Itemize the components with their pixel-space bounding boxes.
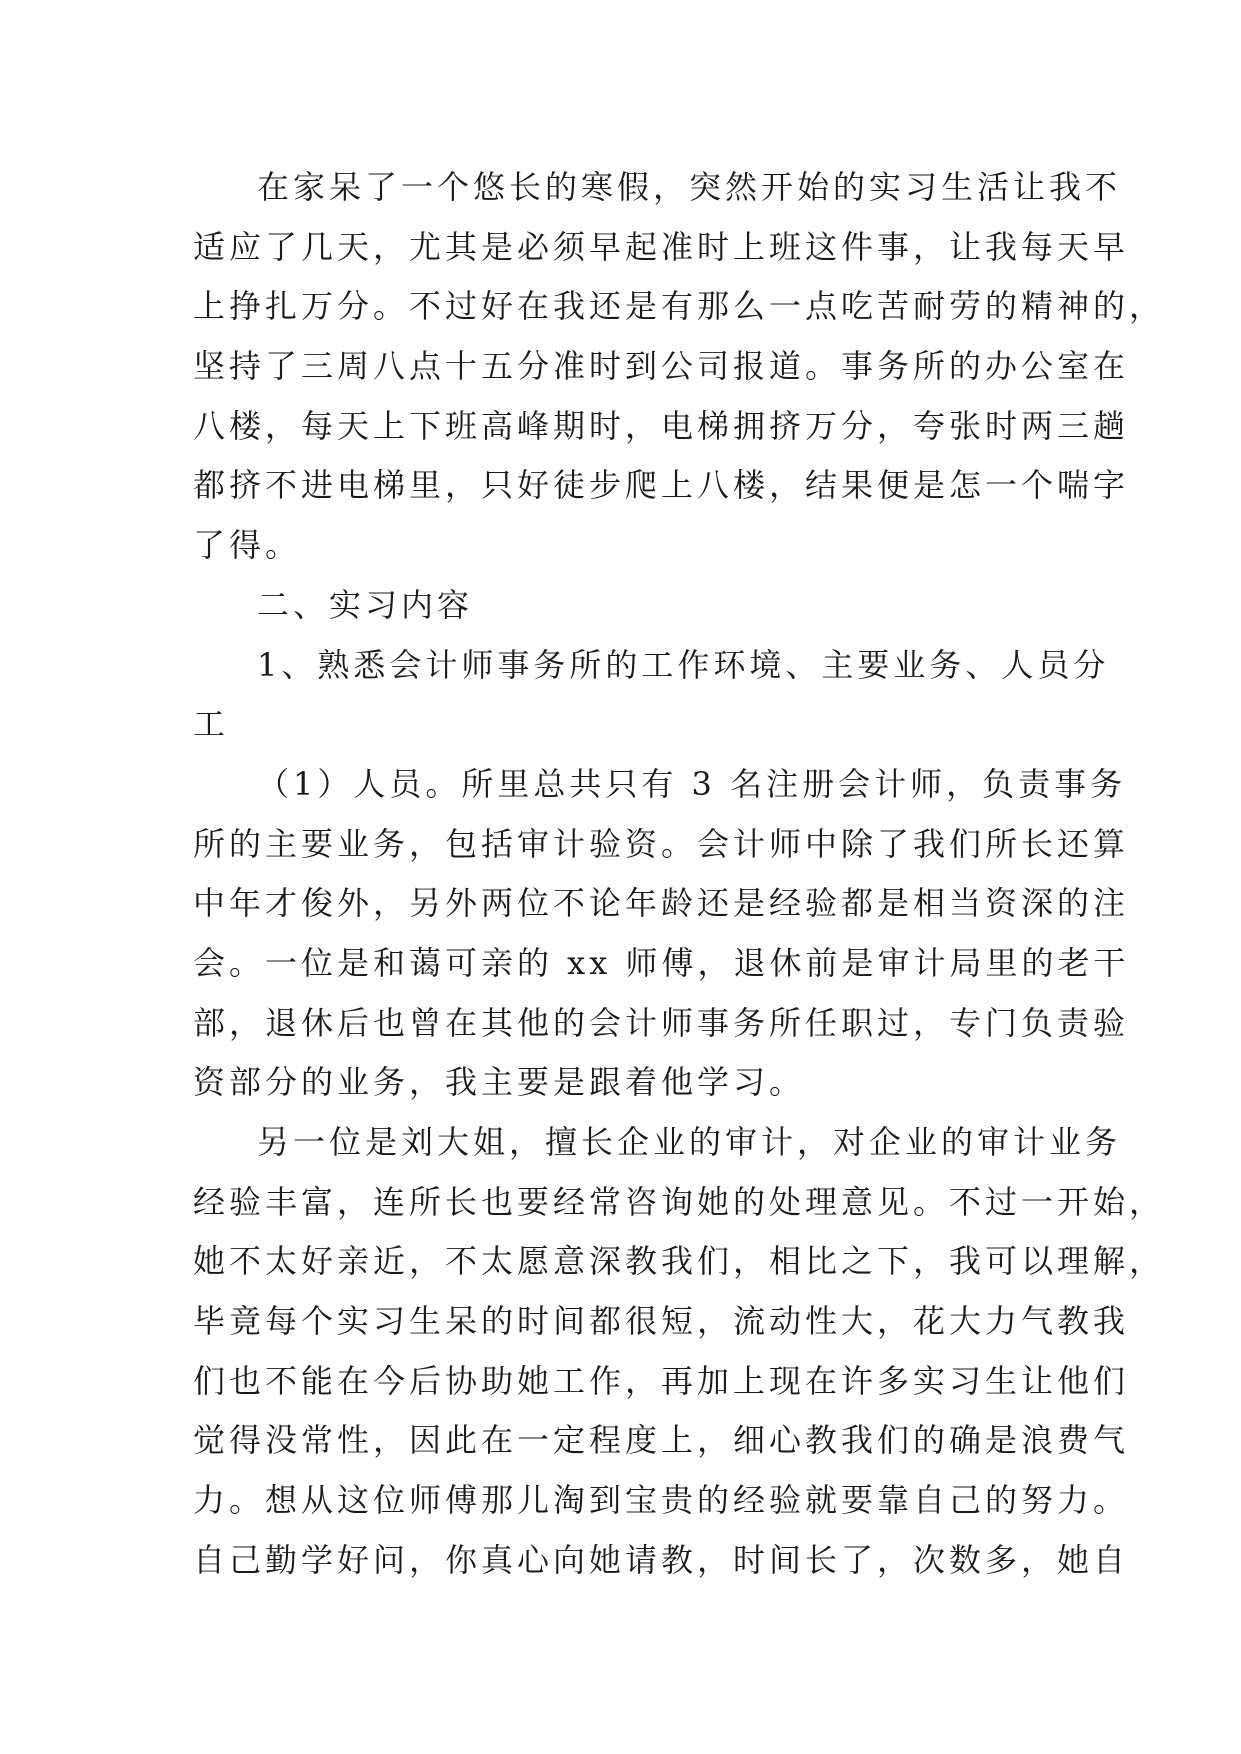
paragraph-line: 在家呆了一个悠长的寒假，突然开始的实习生活让我不 — [257, 168, 1122, 206]
document-body — [193, 158, 1166, 1591]
paragraph-line: 坚持了三周八点十五分准时到公司报道。事务所的办公室在 — [193, 347, 1130, 386]
paragraph-line: 八楼，每天上下班高峰期时，电梯拥挤万分，夸张时两三趟 — [193, 406, 1130, 445]
paragraph-line: 觉得没常性，因此在一定程度上，细心教我们的确是浪费气 — [193, 1421, 1130, 1460]
paragraph-line: 适应了几天，尤其是必须早起准时上班这件事，让我每天早 — [193, 227, 1130, 266]
paragraph-line: 经验丰富，连所长也要经常咨询她的处理意见。不过一开始， — [193, 1182, 1166, 1221]
subsection-heading: 1、熟悉会计师事务所的工作环境、主要业务、人员分 — [257, 645, 1110, 684]
paragraph-line: 们也不能在今后协助她工作，再加上现在许多实习生让他们 — [193, 1361, 1130, 1400]
paragraph-line: 部，退休后也曾在其他的会计师事务所任职过，专门负责验 — [193, 1003, 1130, 1042]
paragraph-line: 中年才俊外，另外两位不论年龄还是经验都是相当资深的注 — [193, 884, 1130, 923]
paragraph-line: 都挤不进电梯里，只好徒步爬上八楼，结果便是怎一个喘字 — [193, 466, 1130, 505]
paragraph-line: 资部分的业务，我主要是跟着他学习。 — [193, 1063, 806, 1102]
paragraph-line: 她不太好亲近，不太愿意深教我们，相比之下，我可以理解， — [193, 1242, 1166, 1281]
paragraph-line: 上挣扎万分。不过好在我还是有那么一点吃苦耐劳的精神的， — [193, 287, 1166, 326]
paragraph-line: 毕竟每个实习生呆的时间都很短，流动性大，花大力气教我 — [193, 1302, 1130, 1341]
paragraph-line: 力。想从这位师傅那儿淘到宝贵的经验就要靠自己的努力。 — [193, 1481, 1130, 1520]
paragraph-line: 另一位是刘大姐，擅长企业的审计，对企业的审计业务 — [257, 1123, 1122, 1161]
paragraph-line: 了得。 — [193, 526, 302, 565]
paragraph-line: 所的主要业务，包括审计验资。会计师中除了我们所长还算 — [193, 824, 1130, 863]
paragraph-line: 会。一位是和蔼可亲的 xx 师傅，退休前是审计局里的老干 — [193, 943, 1130, 982]
subsection-heading: 工 — [193, 705, 230, 744]
section-heading: 二、实习内容 — [257, 585, 474, 624]
paragraph-line: （1）人员。所里总共只有 3 名注册会计师，负责事务 — [257, 764, 1127, 803]
paragraph-line: 自己勤学好问，你真心向她请教，时间长了，次数多，她自 — [193, 1540, 1130, 1579]
